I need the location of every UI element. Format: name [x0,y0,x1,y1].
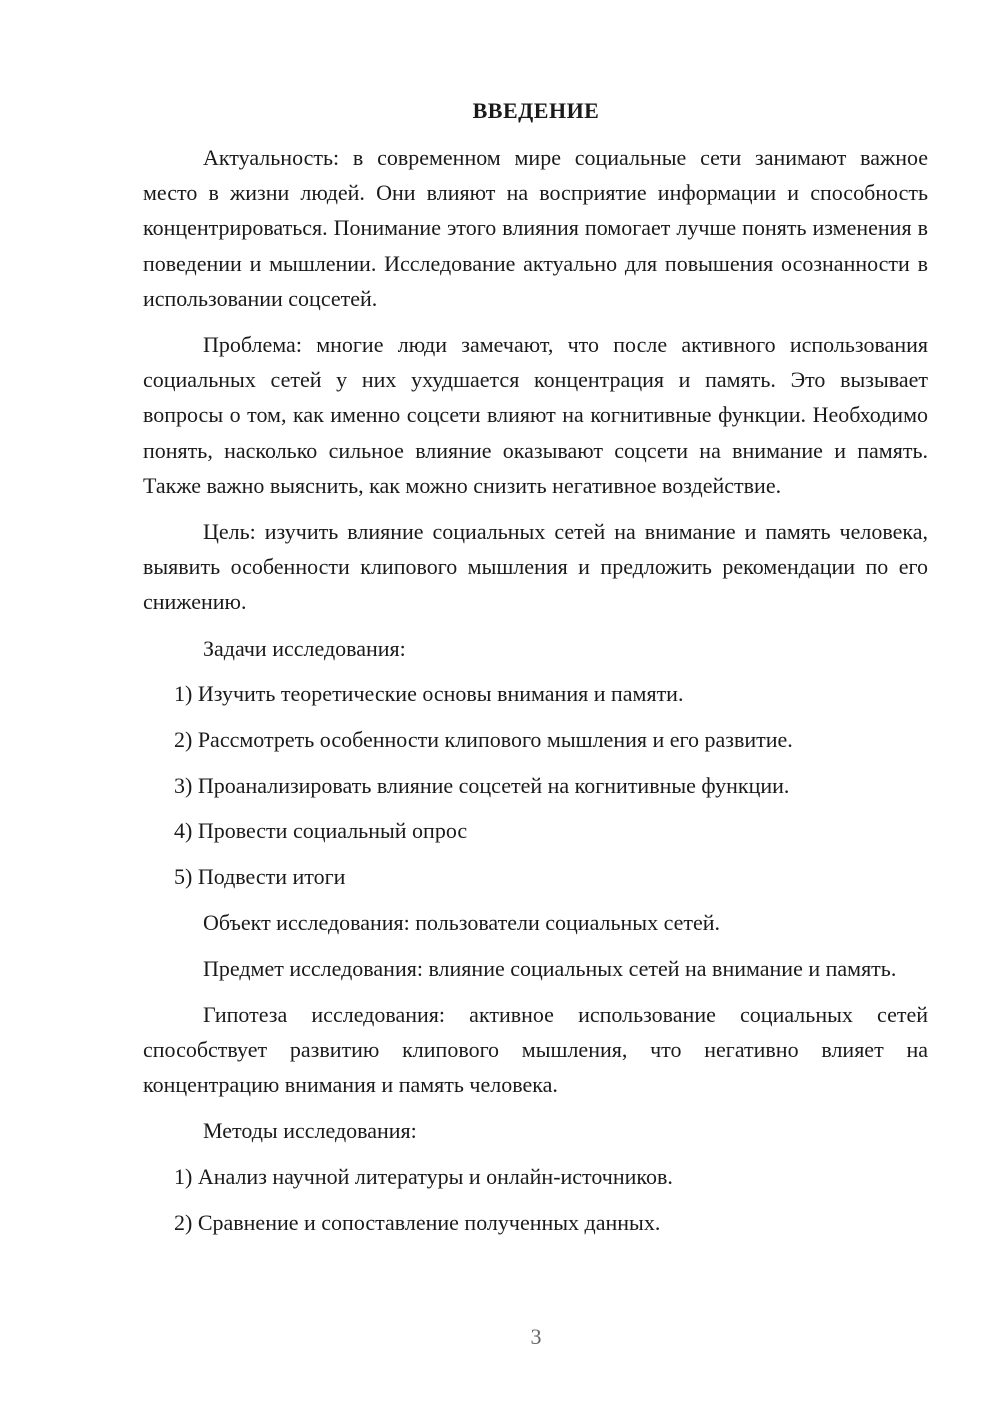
page-number: 3 [530,1324,542,1349]
paragraph-subject: Предмет исследования: влияние социальных сетей на внимание и память. [203,955,897,981]
list-item: 5) Подвести итоги [174,864,346,890]
list-item: 1) Анализ научной литературы и онлайн-источников. [174,1164,673,1190]
tasks-heading: Задачи исследования: [203,635,406,661]
methods-heading: Методы исследования: [203,1118,417,1144]
paragraph-goal: Цель: изучить влияние социальных сетей на внимание и память человека, выявить особенности клипового мышления и предложить рекомендации по его снижению. [143,519,928,615]
paragraph-object: Объект исследования: пользователи социальных сетей. [203,909,721,935]
paragraph-hypothesis: Гипотеза исследования: активное использование социальных сетей способствует развитию клипового мышления, что негативно влияет на концентрацию внимания и память человека. [143,1001,928,1098]
list-item: 2) Рассмотреть особенности клипового мышления и его развитие. [174,727,793,753]
body-text [143,140,928,1250]
paragraph-relevance: Актуальность: в современном мире социальные сети занимают важное место в жизни людей. Они влияют на восприятие информации и способность концентрироваться. Понимание этого влияния помогает лучше понять изменения в поведении и мышлении. Исследование актуально для повышения осознанности в использовании соцсетей. [143,145,928,311]
paragraph-problem: Проблема: многие люди замечают, что после активного использования социальных сетей у них ухудшается концентрация и память. Это вызывает вопросы о том, как именно соцсети влияют на когнитивные функции. Необходимо понять, насколько сильное влияние оказывают соцсети на внимание и память. Также важно выяснить, как можно снизить негативное воздействие. [143,332,928,498]
list-item: 2) Сравнение и сопоставление полученных данных. [174,1209,661,1235]
list-item: 1) Изучить теоретические основы внимания и памяти. [174,681,684,707]
list-item: 3) Проанализировать влияние соцсетей на когнитивные функции. [174,772,790,798]
section-title: ВВЕДЕНИЕ [472,98,600,123]
list-item: 4) Провести социальный опрос [174,818,468,844]
